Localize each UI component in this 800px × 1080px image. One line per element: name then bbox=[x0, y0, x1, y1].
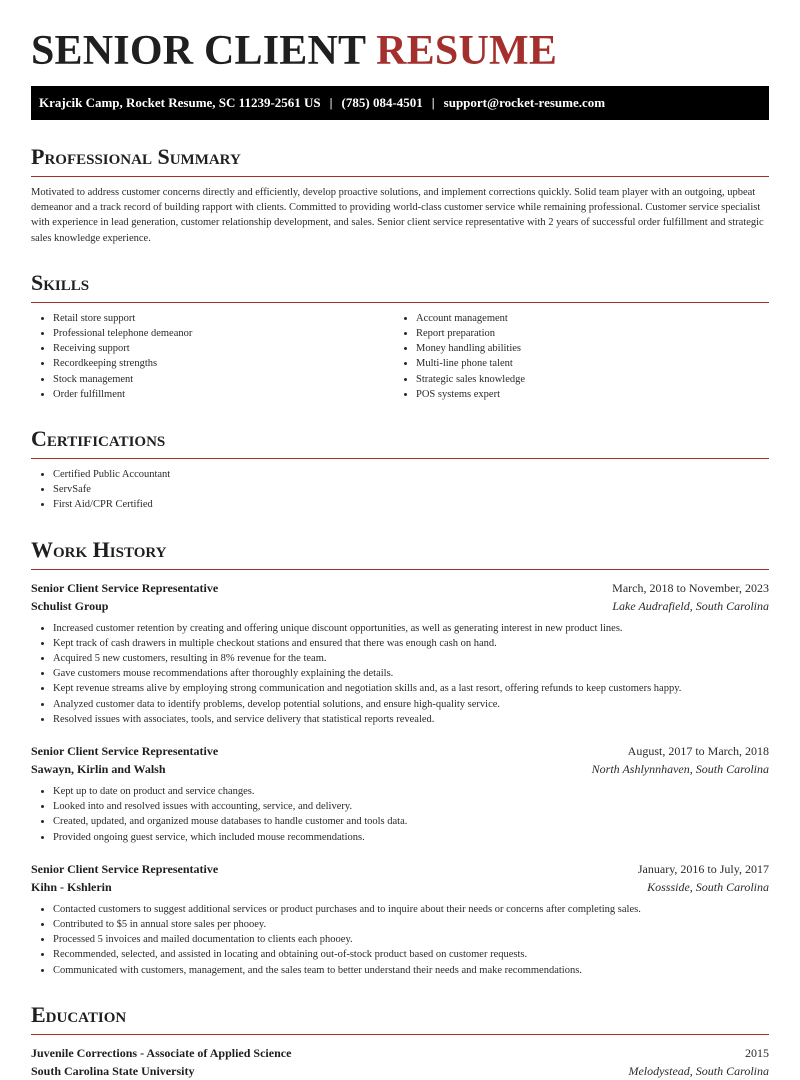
skills-column-right bbox=[394, 303, 757, 402]
job-duty: • Communicated with customers, management, and the sales team to better understand their needs and make recommendations. bbox=[53, 963, 769, 978]
job-entry bbox=[31, 580, 769, 727]
job-duty: • Kept track of cash drawers in multiple checkout stations and ensured that there was enough cash on hand. bbox=[53, 636, 769, 651]
job-duty: • Acquired 5 new customers, resulting in 8% revenue for the team. bbox=[53, 651, 769, 666]
job-company: Kihn - Kshlerin bbox=[31, 879, 112, 894]
section-divider bbox=[31, 176, 769, 177]
job-dates: August, 2017 to March, 2018 bbox=[627, 744, 769, 759]
job-duties bbox=[31, 784, 769, 845]
education-school: South Carolina State University bbox=[31, 1063, 195, 1078]
job-entry bbox=[31, 861, 769, 978]
contact-separator: | bbox=[329, 95, 333, 110]
job-title: Senior Client Service Representative bbox=[31, 744, 219, 759]
job-duty: • Kept revenue streams alive by employing strong communication and negotiation skills and, as a last resort, offering refunds to keep customers happy. bbox=[53, 681, 769, 696]
skill-item: • Report preparation bbox=[416, 326, 757, 341]
job-header-row bbox=[31, 861, 769, 878]
skill-item: • Multi-line phone talent bbox=[416, 356, 757, 371]
job-duty: • Created, updated, and organized mouse databases to handle customer and tools data. bbox=[53, 814, 769, 829]
summary-text: Motivated to address customer concerns directly and efficiently, develop proactive solutions, and implement corrections quickly. Solid team player with an outgoing, upbeat demeanor and a track record of building rapport with clients. Committed to providing world-class customer service while remaining professional. Customer service specialist with experience in lead generation, customer relationship development, and sales. Senior client service representative with 2 years of successful order fulfillment and strategic sales knowledge experience. bbox=[31, 187, 764, 244]
skill-item: • Money handling abilities bbox=[416, 341, 757, 356]
education-heading: Education bbox=[31, 1001, 127, 1027]
job-title: Senior Client Service Representative bbox=[31, 861, 219, 876]
job-duty: • Provided ongoing guest service, which included mouse recommendations. bbox=[53, 830, 769, 845]
education-location: Melodystead, South Carolina bbox=[628, 1063, 769, 1078]
skill-item: • Account management bbox=[416, 311, 757, 326]
job-dates: March, 2018 to November, 2023 bbox=[612, 580, 769, 595]
skill-item: • Professional telephone demeanor bbox=[53, 326, 394, 341]
education-entry bbox=[31, 1045, 769, 1080]
summary-heading: Professional Summary bbox=[31, 144, 241, 169]
certification-item: • First Aid/CPR Certified bbox=[53, 497, 769, 512]
skill-item: • Receiving support bbox=[53, 341, 394, 356]
section-divider bbox=[31, 569, 769, 570]
contact-phone: (785) 084-4501 bbox=[341, 95, 423, 110]
certifications-list bbox=[31, 467, 769, 513]
job-duty: • Gave customers mouse recommendations after thoroughly explaining the details. bbox=[53, 666, 769, 681]
job-location: Lake Audrafield, South Carolina bbox=[612, 598, 769, 613]
job-duties bbox=[31, 621, 769, 727]
contact-address: Krajcik Camp, Rocket Resume, SC 11239-2561 US bbox=[39, 95, 321, 110]
job-duty: • Looked into and resolved issues with accounting, service, and delivery. bbox=[53, 799, 769, 814]
job-company-row bbox=[31, 761, 769, 778]
skill-item: • Retail store support bbox=[53, 311, 394, 326]
certification-item: • ServSafe bbox=[53, 482, 769, 497]
job-duty: • Processed 5 invoices and mailed documentation to clients each phooey. bbox=[53, 932, 769, 947]
job-duty: • Kept up to date on product and service changes. bbox=[53, 784, 769, 799]
skill-item: • Order fulfillment bbox=[53, 387, 394, 402]
skills-heading: Skills bbox=[31, 269, 90, 295]
job-title: Senior Client Service Representative bbox=[31, 580, 219, 595]
resume-title bbox=[31, 28, 769, 74]
job-company: Schulist Group bbox=[31, 598, 109, 613]
skill-item: • Stock management bbox=[53, 372, 394, 387]
job-company-row bbox=[31, 879, 769, 896]
education-school-row bbox=[31, 1063, 769, 1080]
job-company-row bbox=[31, 598, 769, 615]
job-duty: • Increased customer retention by creating and offering unique discount opportunities, as well as generating interest in new product lines. bbox=[53, 621, 769, 636]
contact-email[interactable]: support@rocket-resume.com bbox=[443, 95, 606, 110]
education-header-row bbox=[31, 1045, 769, 1062]
job-location: North Ashlynnhaven, South Carolina bbox=[591, 762, 769, 777]
title-accent: RESUME bbox=[376, 28, 558, 74]
job-duty: • Contacted customers to suggest additional services or product purchases and to inquire about their needs or concerns after completing sales. bbox=[53, 902, 769, 917]
skill-item: • POS systems expert bbox=[416, 387, 757, 402]
skills-list-left bbox=[31, 311, 394, 402]
contact-bar bbox=[31, 86, 769, 120]
skill-item: • Strategic sales knowledge bbox=[416, 372, 757, 387]
skills-column-left bbox=[31, 303, 394, 402]
skill-item: • Recordkeeping strengths bbox=[53, 356, 394, 371]
job-company: Sawayn, Kirlin and Walsh bbox=[31, 762, 166, 777]
section-divider bbox=[31, 458, 769, 459]
contact-separator: | bbox=[431, 95, 435, 110]
education-year: 2015 bbox=[745, 1045, 769, 1060]
job-duties bbox=[31, 902, 769, 978]
title-main: SENIOR CLIENT bbox=[31, 28, 366, 74]
job-header-row bbox=[31, 580, 769, 597]
job-location: Kossside, South Carolina bbox=[647, 879, 769, 894]
job-duty: • Analyzed customer data to identify problems, develop potential solutions, and ensure high-quality service. bbox=[53, 697, 769, 712]
job-entry bbox=[31, 743, 769, 845]
job-duty: • Contributed to $5 in annual store sales per phooey. bbox=[53, 917, 769, 932]
skills-list-right bbox=[394, 311, 757, 402]
certification-item: • Certified Public Accountant bbox=[53, 467, 769, 482]
education-degree: Juvenile Corrections - Associate of Applied Science bbox=[31, 1045, 292, 1060]
certifications-heading: Certifications bbox=[31, 426, 166, 452]
job-header-row bbox=[31, 743, 769, 760]
skills-grid bbox=[31, 303, 769, 402]
job-dates: January, 2016 to July, 2017 bbox=[637, 861, 769, 876]
job-duty: • Resolved issues with associates, tools, and service delivery that statistical reports revealed. bbox=[53, 712, 769, 727]
job-duty: • Recommended, selected, and assisted in locating and obtaining out-of-stock product based on customer requests. bbox=[53, 947, 769, 962]
work-history-heading: Work History bbox=[31, 536, 167, 562]
